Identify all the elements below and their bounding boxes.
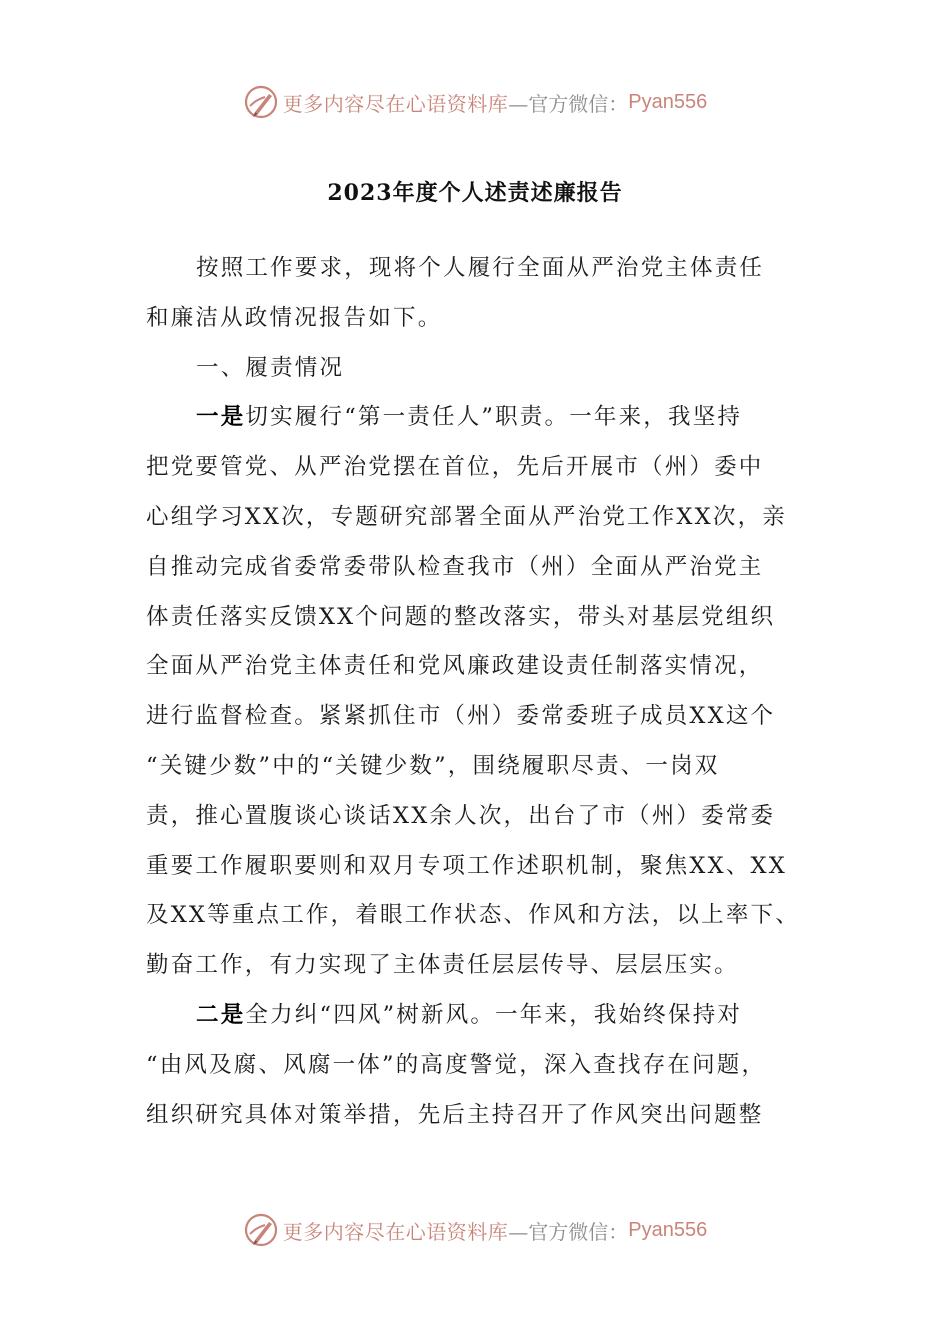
paragraph-text: 及XX等重点工作，着眼工作状态、作风和方法，以上率下、 [146,902,800,929]
watermark-sub-text: —官方微信： [508,91,629,116]
watermark-main-text: 更多内容尽在心语资料库 [282,1219,509,1244]
paragraph-text: 按照工作要求，现将个人履行全面从严治党主体责任 [196,255,765,281]
watermark-wechat-id: Pyan556 [628,1218,708,1241]
footer-watermark-banner [0,1208,950,1252]
paragraph-line [146,493,812,543]
paragraph-text: “关键少数”中的“关键少数”，围绕履职尽责、一岗双 [146,752,720,779]
paragraph-line [146,742,812,792]
paragraph-line [146,393,812,443]
paragraph-line [146,891,812,941]
paragraph-text: 重要工作履职要则和双月专项工作述职机制，聚焦XX、XX [146,852,787,879]
watermark-main-text: 更多内容尽在心语资料库 [282,91,509,116]
paragraph-line [146,244,812,294]
pen-logo-icon [243,84,279,120]
paragraph-lead: 一是 [196,404,246,431]
watermark-wechat-id: Pyan556 [628,90,708,113]
header-watermark-banner [0,80,950,124]
paragraph-line [146,593,812,643]
pen-logo-icon [243,1212,279,1248]
paragraph-text: 一、履责情况 [196,354,345,381]
paragraph-line [146,941,812,991]
paragraph-lead: 二是 [196,1001,246,1028]
paragraph-line [146,692,812,742]
paragraph-text: 全力纠“四风”树新风。一年来，我始终保持对 [245,1001,743,1028]
paragraph-text: 心组学习XX次，专题研究部署全面从严治党工作XX次，亲 [146,503,787,530]
paragraph-text: 进行监督检查。紧紧抓住市（州）委常委班子成员XX这个 [146,703,776,730]
paragraph-line [146,294,812,344]
paragraph-line [146,1091,812,1141]
paragraph-line [146,1041,812,1091]
paragraph-text: 体责任落实反馈XX个问题的整改落实，带头对基层党组织 [146,603,776,630]
paragraph-text: 自推动完成省委常委带队检查我市（州）全面从严治党主 [146,553,764,580]
paragraph-line [146,792,812,842]
paragraph-line [146,642,812,692]
paragraph-line [146,842,812,892]
paragraph-text: “由风及腐、风腐一体”的高度警觉，深入查找存在问题， [146,1051,767,1078]
paragraph-line [146,344,812,394]
paragraph-text: 责，推心置腹谈心谈话XX余人次，出台了市（州）委常委 [146,802,776,829]
paragraph-text: 和廉洁从政情况报告如下。 [146,304,443,331]
document-body [146,244,812,1140]
paragraph-text: 把党要管党、从严治党摆在首位，先后开展市（州）委中 [146,454,764,481]
paragraph-text: 切实履行“第一责任人”职责。一年来，我坚持 [245,404,743,431]
document-title: 2023年度个人述责述廉报告 [327,180,623,206]
watermark-sub-text: —官方微信： [508,1219,629,1244]
paragraph-line [146,991,812,1041]
paragraph-line [146,543,812,593]
paragraph-text: 勤奋工作，有力实现了主体责任层层传导、层层压实。 [146,952,739,979]
paragraph-text: 组织研究具体对策举措，先后主持召开了作风突出问题整 [146,1101,764,1128]
paragraph-line [146,443,812,493]
paragraph-text: 全面从严治党主体责任和党风廉政建设责任制落实情况， [146,653,764,680]
